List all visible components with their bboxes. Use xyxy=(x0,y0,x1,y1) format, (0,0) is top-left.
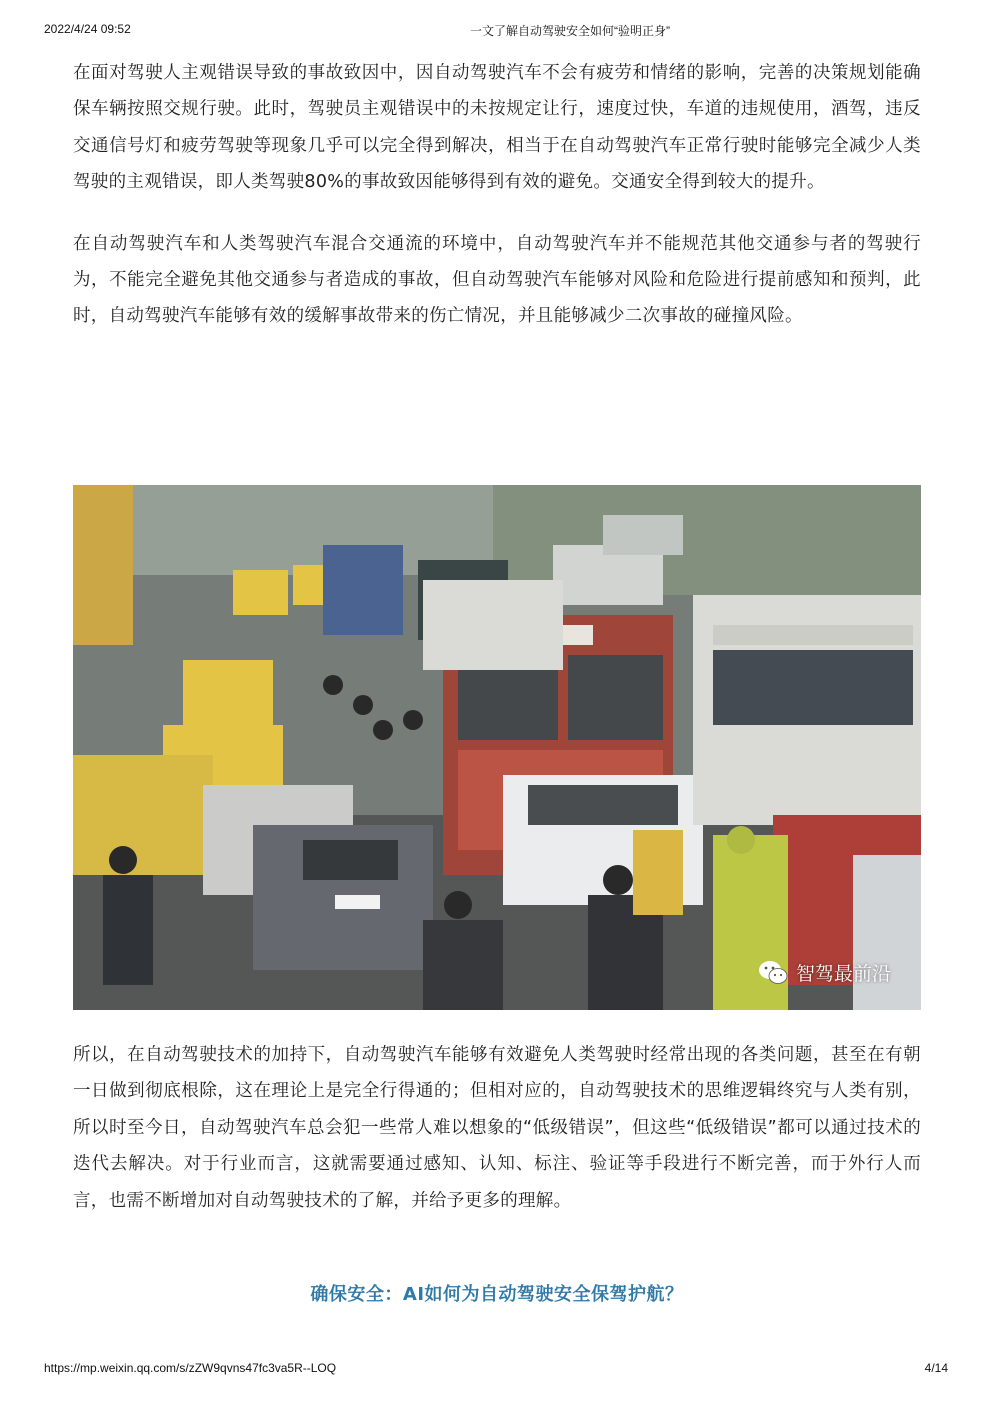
traffic-photo xyxy=(73,485,921,1010)
article-body-top xyxy=(73,55,921,335)
wechat-icon xyxy=(758,960,788,986)
print-datetime: 2022/4/24 09:52 xyxy=(44,22,131,36)
paragraph: 所以，在自动驾驶技术的加持下，自动驾驶汽车能够有效避免人类驾驶时经常出现的各类问题，甚至在有朝一日做到彻底根除，这在理论上是完全行得通的；但相对应的，自动驾驶技术的思维逻辑终究与人类有别，所以时至今日，自动驾驶汽车总会犯一些常人难以想象的“低级错误”，但这些“低级错误”都可以通过技术的迭代去解决。对于行业而言，这就需要通过感知、认知、标注、验证等手段进行不断完善，而于外行人而言，也需不断增加对自动驾驶技术的了解，并给予更多的理解。 xyxy=(73,1045,921,1211)
section-heading: 确保安全：AI如何为自动驾驶安全保驾护航？ xyxy=(310,1284,684,1305)
watermark xyxy=(758,959,891,986)
traffic-illustration xyxy=(73,485,921,1010)
article-body-bottom xyxy=(73,1037,921,1219)
print-footer xyxy=(0,1361,992,1381)
print-header xyxy=(0,22,992,42)
rain-haze xyxy=(73,485,921,1010)
watermark-text: 智驾最前沿 xyxy=(795,963,891,985)
source-url: https://mp.weixin.qq.com/s/zZW9qvns47fc3va5R--LOQ xyxy=(44,1361,337,1375)
document-title: 一文了解自动驾驶安全如何“验明正身” xyxy=(470,24,670,38)
paragraph: 在自动驾驶汽车和人类驾驶汽车混合交通流的环境中，自动驾驶汽车并不能规范其他交通参与者的驾驶行为，不能完全避免其他交通参与者造成的事故，但自动驾驶汽车能够对风险和危险进行提前感知和预判，此时，自动驾驶汽车能够有效的缓解事故带来的伤亡情况，并且能够减少二次事故的碰撞风险。 xyxy=(73,233,921,327)
paragraph: 在面对驾驶人主观错误导致的事故致因中，因自动驾驶汽车不会有疲劳和情绪的影响，完善的决策规划能确保车辆按照交规行驶。此时，驾驶员主观错误中的未按规定让行，速度过快，车道的违规使用，酒驾，违反交通信号灯和疲劳驾驶等现象几乎可以完全得到解决，相当于在自动驾驶汽车正常行驶时能够完全减少人类驾驶的主观错误，即人类驾驶80%的事故致因能够得到有效的避免。交通安全得到较大的提升。 xyxy=(73,63,921,193)
page-number: 4/14 xyxy=(924,1361,948,1375)
